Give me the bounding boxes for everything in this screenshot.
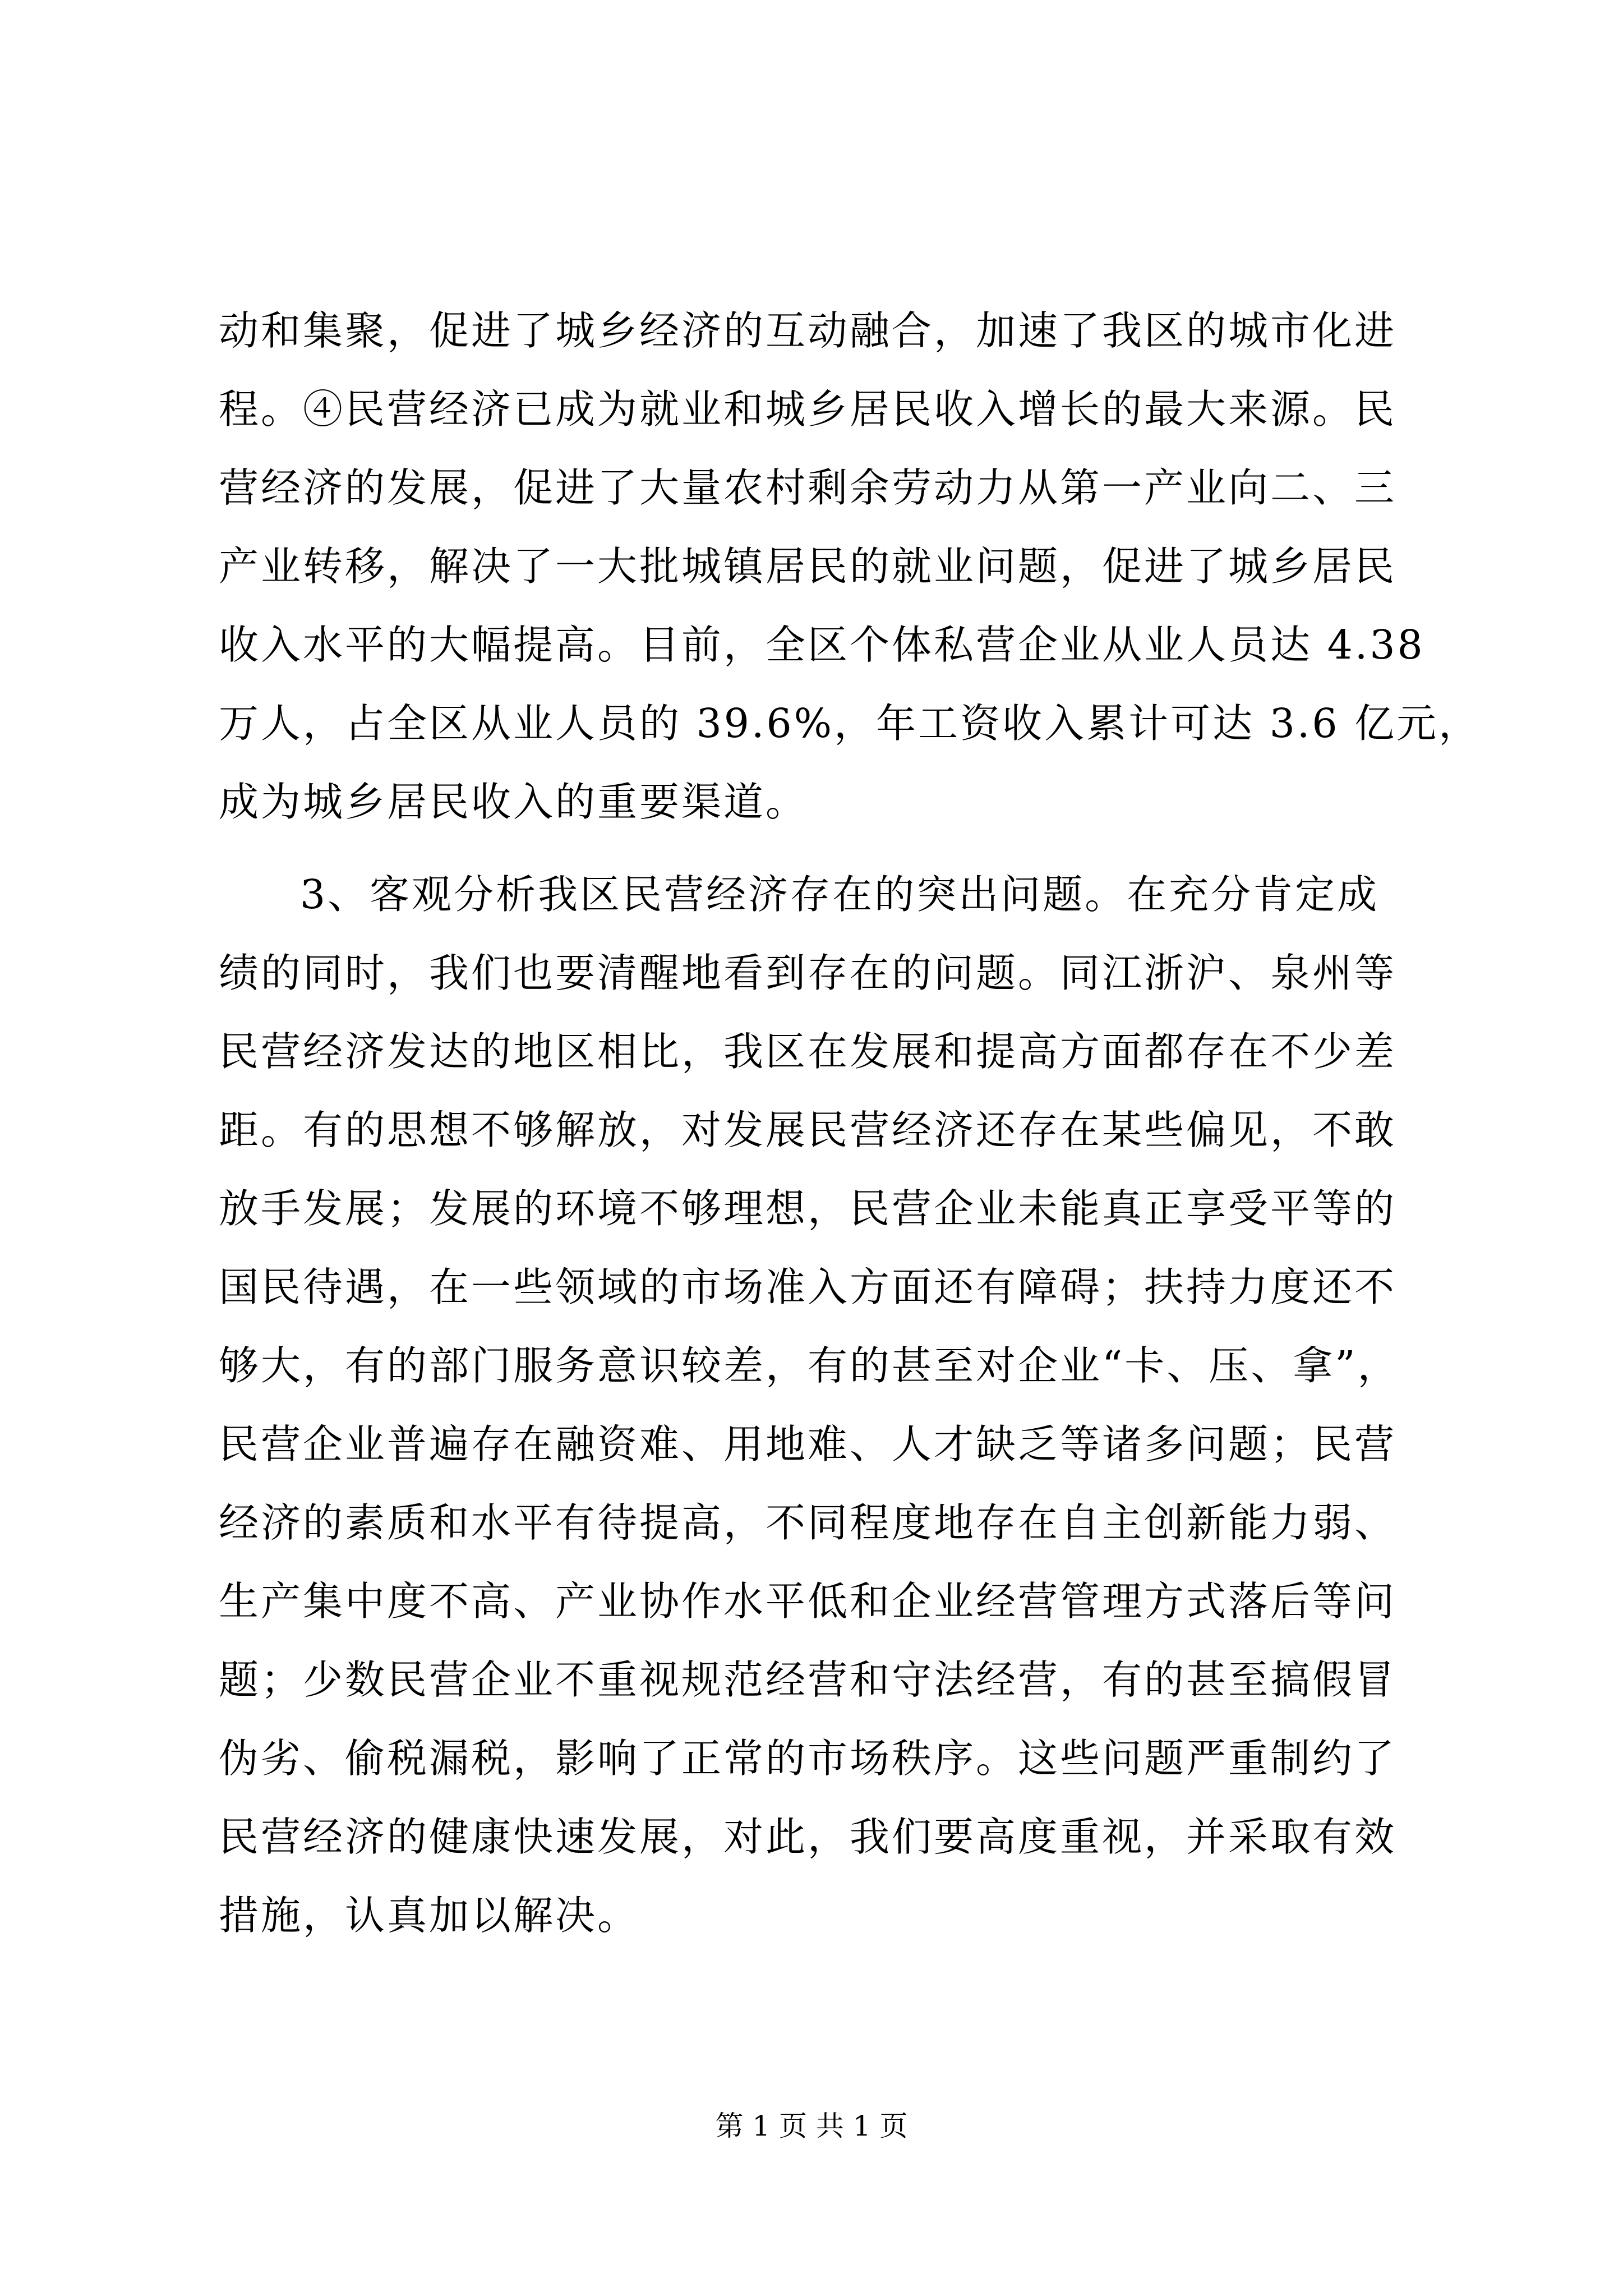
text-line: 题；少数民营企业不重视规范经营和守法经营，有的甚至搞假冒 [219,1657,1397,1703]
text-line: 伪劣、偷税漏税，影响了正常的市场秩序。这些问题严重制约了 [219,1735,1397,1782]
text-line: 程。④民营经济已成为就业和城乡居民收入增长的最大来源。民 [219,386,1397,432]
text-line: 放手发展；发展的环境不够理想，民营企业未能真正享受平等的 [219,1185,1397,1232]
text-line: 够大，有的部门服务意识较差，有的甚至对企业“卡、压、拿”， [219,1342,1400,1389]
text-line: 产业转移，解决了一大批城镇居民的就业问题，促进了城乡居民 [219,543,1397,590]
paragraph-start-line: 3、客观分析我区民营经济存在的突出问题。在充分肯定成 [300,871,1380,918]
text-line: 收入水平的大幅提高。目前，全区个体私营企业从业人员达 4.38 [219,622,1425,668]
text-line: 措施，认真加以解决。 [219,1892,640,1939]
text-line: 民营企业普遍存在融资难、用地难、人才缺乏等诸多问题；民营 [219,1421,1397,1467]
text-line: 民营经济发达的地区相比，我区在发展和提高方面都存在不少差 [219,1028,1397,1075]
text-line: 成为城乡居民收入的重要渠道。 [219,779,808,825]
text-line: 距。有的思想不够解放，对发展民营经济还存在某些偏见，不敢 [219,1107,1397,1153]
text-line: 民营经济的健康快速发展，对此，我们要高度重视，并采取有效 [219,1814,1397,1860]
text-line: 营经济的发展，促进了大量农村剩余劳动力从第一产业向二、三 [219,464,1397,511]
text-line: 绩的同时，我们也要清醒地看到存在的问题。同江浙沪、泉州等 [219,950,1397,996]
text-line: 动和集聚，促进了城乡经济的互动融合，加速了我区的城市化进 [219,307,1397,354]
page-number-footer: 第 1 页 共 1 页 [715,2110,908,2142]
text-line: 国民待遇，在一些领域的市场准入方面还有障碍；扶持力度还不 [219,1264,1397,1310]
text-line: 万人，占全区从业人员的 39.6%，年工资收入累计可达 3.6 亿元， [219,700,1481,747]
text-line: 生产集中度不高、产业协作水平低和企业经营管理方式落后等问 [219,1578,1397,1625]
text-line: 经济的素质和水平有待提高，不同程度地存在自主创新能力弱、 [219,1499,1397,1546]
